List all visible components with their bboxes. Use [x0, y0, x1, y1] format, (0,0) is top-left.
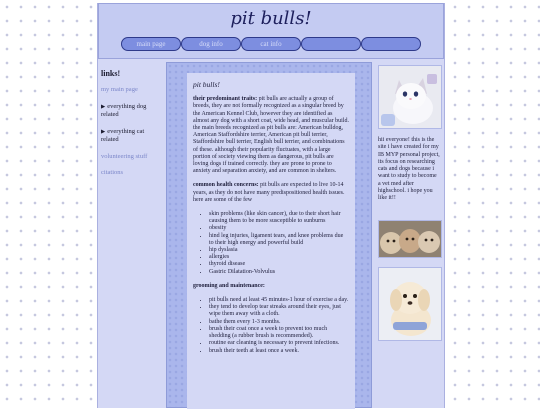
poodle-photo [378, 267, 442, 341]
traits-heading: their predominant traits: [193, 96, 258, 103]
list-item: • routine ear cleaning is necessary to prevent infections. [209, 340, 349, 347]
health-paragraph [193, 182, 349, 204]
nav-main-page[interactable]: main page [121, 37, 181, 51]
top-nav [121, 37, 421, 51]
nav-dog-info[interactable]: dog info [181, 37, 241, 51]
sidebar-item-main-page[interactable]: my main page [101, 86, 138, 93]
list-item: • brush their coat once a week to prevent too much shedding (a rubber brush is recommended). [209, 326, 349, 340]
article [187, 73, 355, 409]
list-item: • pit bulls need at least 45 minutes-1 hour of exercise a day. [209, 297, 349, 304]
main-content-panel [166, 62, 372, 408]
health-text: pit bulls are expected to live 10-14 years, as they do not have many predispositioned health issues. here are some of the few [193, 182, 345, 203]
list-item: • brush their teeth at least once a week. [209, 348, 349, 355]
list-item: • obesity [209, 225, 349, 232]
intro-text: hii everyone! this is the site i have created for my IB MYP personal project, its focus on researching cats and dogs because i want to study to become a vet med after highschool. i hope you like it!! [378, 137, 440, 202]
puppies-image [379, 221, 441, 257]
list-item: • Gastric Dilatation-Volvulus [209, 269, 349, 276]
site-title: pit bulls! [230, 8, 312, 29]
sidebar-item-citations[interactable]: citations [101, 169, 124, 176]
kitten-photo [378, 65, 442, 129]
health-list [193, 211, 349, 276]
list-item: • hind leg injuries, ligament tears, and knee problems due to their high energy and powerful build [209, 233, 349, 247]
sidebar-item-label: everything dog related [101, 102, 147, 118]
site-header [98, 3, 444, 59]
sidebar [101, 69, 163, 186]
sidebar-item-dog[interactable] [101, 103, 163, 119]
triangle-right-icon: ▶ [101, 103, 106, 110]
sidebar-heading: links! [101, 69, 121, 78]
list-item: • they tend to develop tear streaks around their eyes, just wipe them away with a cloth. [209, 304, 349, 318]
puppies-photo [378, 220, 442, 258]
grooming-heading: grooming and maintenance: [193, 282, 265, 289]
kitten-image [379, 66, 441, 128]
sidebar-item-volunteering[interactable]: volunteering stuff [101, 152, 148, 160]
article-title: pit bulls! [193, 80, 220, 89]
health-heading: common health concerns: [193, 182, 259, 189]
list-item: • skin problems (like skin cancer), due to their short hair causing them to be more susceptible to sunburns [209, 211, 349, 225]
page-container [97, 3, 445, 408]
nav-button-5[interactable] [361, 37, 421, 51]
grooming-list [193, 297, 349, 355]
nav-button-4[interactable] [301, 37, 361, 51]
triangle-right-icon: ▶ [101, 128, 106, 135]
traits-paragraph [193, 96, 349, 175]
list-item: • bathe them every 1-3 months. [209, 319, 349, 326]
list-item: • allergies [209, 254, 349, 261]
grooming-paragraph [193, 283, 349, 290]
sidebar-item-cat[interactable] [101, 128, 163, 144]
list-item: • hip dyslasia [209, 247, 349, 254]
sidebar-item-label: everything cat related [101, 127, 145, 143]
nav-cat-info[interactable]: cat info [241, 37, 301, 51]
traits-text: pit bulls are actually a group of breeds, they are not formally recognized as a singular breed by the American Kennel Club, however they are identified as almost any dog with a short coat, wide head, and muscular build. the main breeds recognized as pit bulls are: American bulldog, American Staffordshire terrier, American pit bull terrier, Staffordshire bull terrier, English bull terrier, and combinations of these. although their popularity fluctuates, with a large portion of society viewing them as dangerous, pit bulls are loving dogs if trained correctly. they are prone to prone to anxiety and separation anxiety, and are common in shelters. [193, 96, 349, 175]
list-item: • thyroid disease [209, 261, 349, 268]
poodle-image [379, 268, 441, 340]
